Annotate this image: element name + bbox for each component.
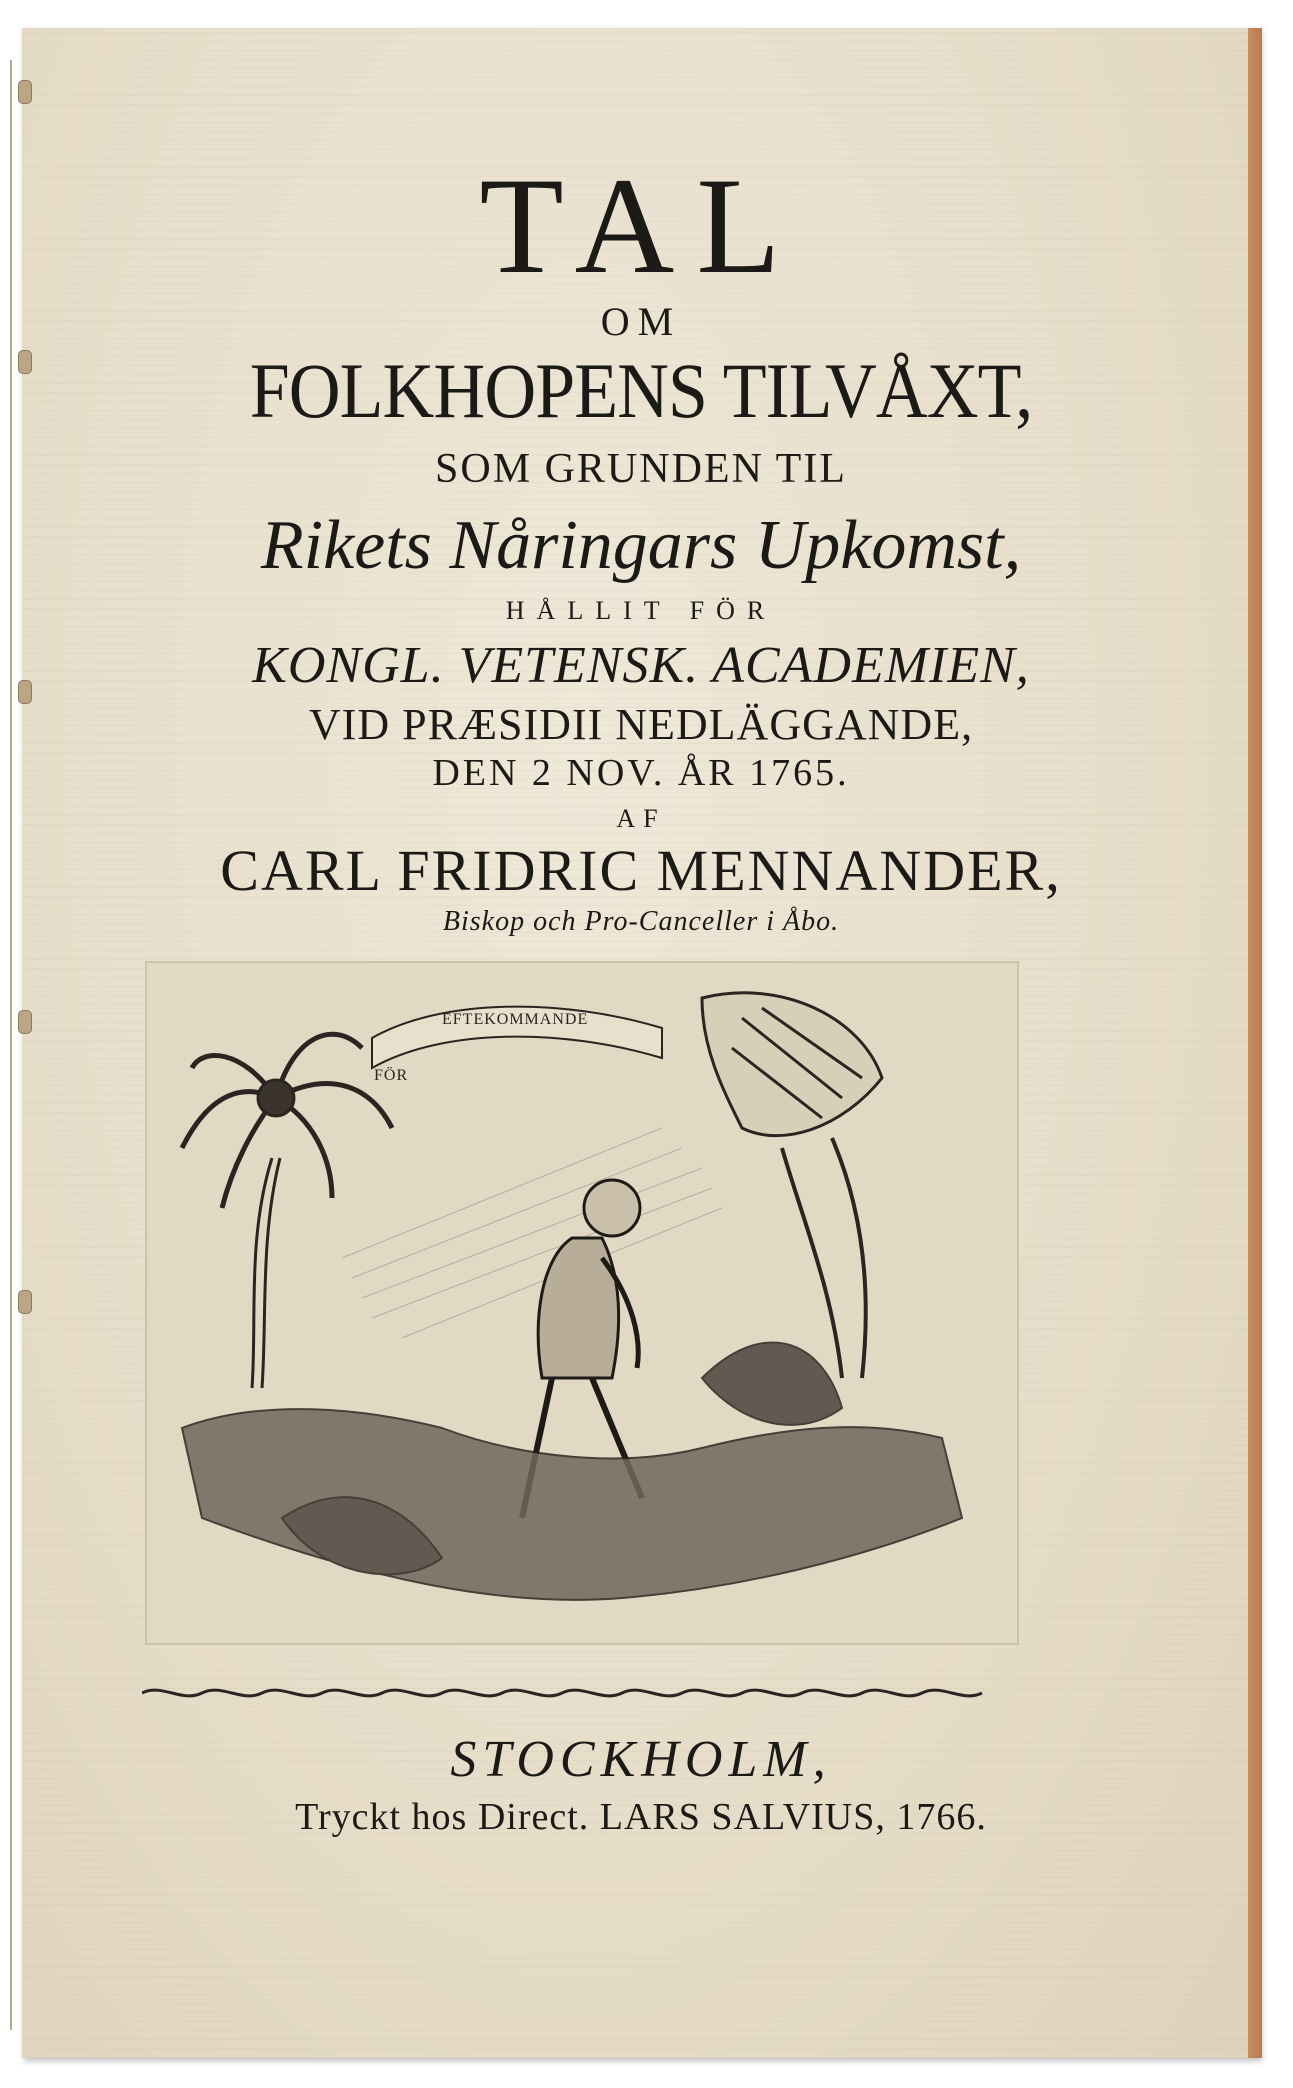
title-page xyxy=(22,28,1260,2058)
stitch-knot xyxy=(18,350,32,374)
occasion-line: VID PRÆSIDII NEDLÄGGANDE, xyxy=(308,700,974,749)
page-edge xyxy=(1248,28,1262,2058)
banner-text-left: FÖR xyxy=(374,1067,409,1084)
date-line: DEN 2 NOV. ÅR 1765. xyxy=(432,752,850,794)
author-name: CARL FRIDRIC MENNANDER, xyxy=(220,838,1062,903)
subtitle-line-4: Rikets Nåringars Upkomst, xyxy=(260,507,1022,584)
stitch-knot xyxy=(18,680,32,704)
title-om: OM xyxy=(600,299,682,344)
binding-edge xyxy=(10,60,26,2030)
stitch-knot xyxy=(18,1010,32,1034)
banner-text-right: EFTEKOMMANDE xyxy=(442,1011,589,1028)
subtitle-line-3: SOM GRUNDEN TIL xyxy=(435,446,847,492)
stitch-knot xyxy=(18,80,32,104)
decorative-rule xyxy=(142,1678,1002,1708)
academy-line: KONGL. VETENSK. ACADEMIEN, xyxy=(252,637,1030,694)
engraving-illustration xyxy=(142,958,1022,1648)
stitch-knot xyxy=(18,1290,32,1314)
subtitle: FOLKHOPENS TILVÅXT, xyxy=(249,347,1033,434)
subtitle-line-5: HÅLLIT FÖR xyxy=(505,596,777,625)
author-title: Biskop och Pro-Canceller i Åbo. xyxy=(442,906,840,937)
imprint-place: STOCKHOLM, xyxy=(450,1731,832,1788)
imprint-printer: Tryckt hos Direct. LARS SALVIUS, 1766. xyxy=(295,1796,987,1838)
byline-prefix: AF xyxy=(616,804,666,833)
main-title: TAL xyxy=(479,149,803,302)
